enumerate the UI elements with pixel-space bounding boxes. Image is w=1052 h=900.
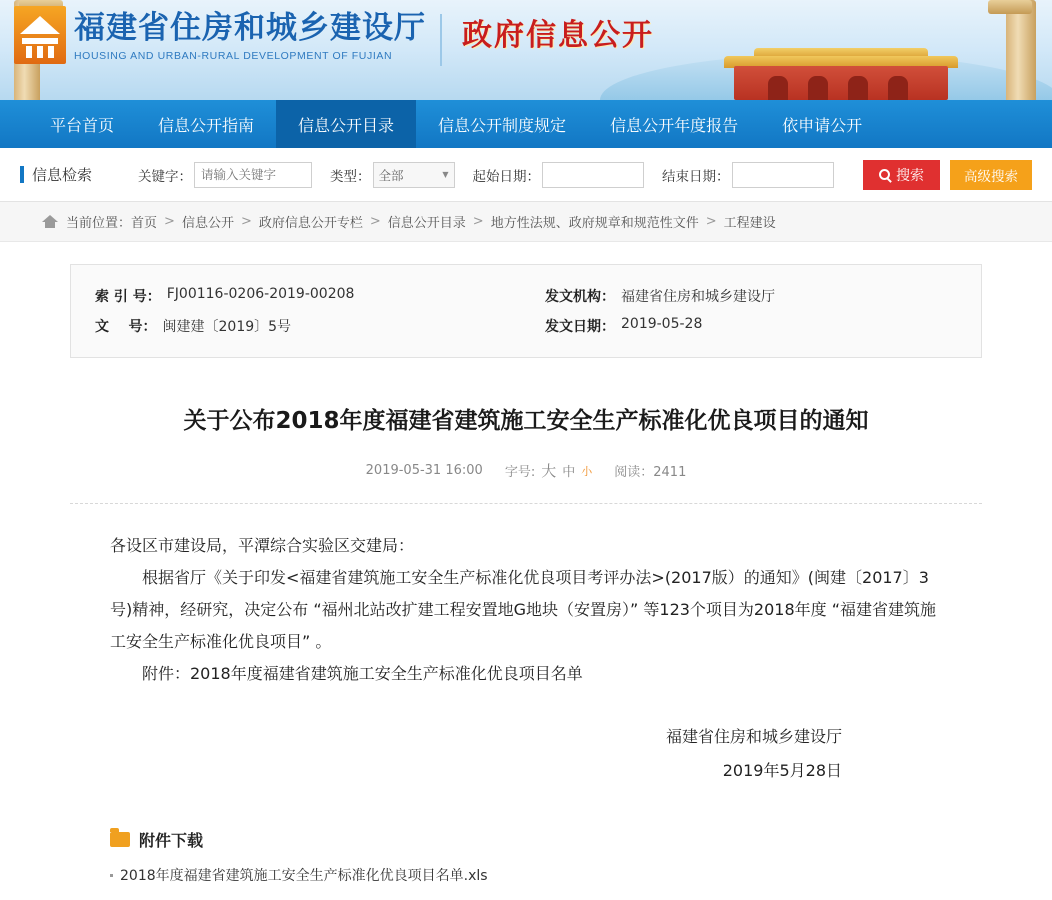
breadcrumb-separator: > xyxy=(369,214,381,229)
site-title-en: HOUSING AND URBAN-RURAL DEVELOPMENT OF FUJIAN xyxy=(74,50,393,62)
attachment-header xyxy=(110,828,942,851)
end-date-label: 结束日期： xyxy=(662,168,730,185)
pillar-right-decoration xyxy=(1006,0,1036,100)
article-paragraph: 附件：2018年度福建省建筑施工安全生产标准化优良项目名单 xyxy=(142,664,583,683)
meta-docno-value: 闽建建〔2019〕5号 xyxy=(162,319,292,335)
type-label: 类型： xyxy=(330,168,371,185)
start-date-field-group xyxy=(473,162,645,188)
breadcrumb-item-4[interactable]: 地方性法规、政府规章和规范性文件 xyxy=(490,216,699,231)
breadcrumb xyxy=(0,202,1052,242)
search-section-title xyxy=(20,164,138,185)
attachment-file-name[interactable]: 2018年度福建省建筑施工安全生产标准化优良项目名单.xls xyxy=(120,868,488,884)
fontsize-medium-button[interactable]: 中 xyxy=(562,465,576,480)
search-input[interactable] xyxy=(194,162,312,188)
breadcrumb-prefix: 当前位置： xyxy=(66,216,132,231)
page-content xyxy=(0,242,1052,885)
building-logo-icon xyxy=(14,6,66,66)
meta-index-number xyxy=(95,286,545,306)
fontsize-label: 字号: xyxy=(504,465,536,480)
nav-item-annual-report[interactable]: 信息公开年度报告 xyxy=(610,115,739,135)
article-submeta xyxy=(70,460,982,481)
search-button[interactable] xyxy=(863,160,940,190)
nav-item-catalog[interactable]: 信息公开目录 xyxy=(276,100,416,148)
type-select-value: 全部 xyxy=(378,167,404,183)
signature-date: 2019年5月28日 xyxy=(722,761,842,780)
breadcrumb-item-1[interactable]: 信息公开 xyxy=(181,216,234,231)
banner-divider xyxy=(440,14,442,66)
breadcrumb-separator: > xyxy=(472,214,484,229)
view-count-value: 2411 xyxy=(653,465,687,480)
chevron-down-icon: ▼ xyxy=(442,170,449,179)
nav-item-home[interactable]: 平台首页 xyxy=(50,115,115,135)
site-banner xyxy=(0,0,1052,100)
article-signature xyxy=(110,720,942,788)
search-title-label: 信息检索 xyxy=(32,166,93,184)
meta-row xyxy=(95,311,957,341)
search-icon xyxy=(879,169,890,180)
nav-item-regulations[interactable]: 信息公开制度规定 xyxy=(438,115,567,135)
breadcrumb-item-2[interactable]: 政府信息公开专栏 xyxy=(258,216,363,231)
bullet-icon xyxy=(110,874,113,877)
list-item[interactable] xyxy=(110,865,942,885)
breadcrumb-item-3[interactable]: 信息公开目录 xyxy=(387,216,466,231)
meta-row xyxy=(95,281,957,311)
site-title-cn: 福建省住房和城乡建设厅 xyxy=(74,10,426,46)
view-count xyxy=(614,461,686,480)
tiananmen-illustration-icon xyxy=(716,38,966,100)
keyword-field-group xyxy=(138,162,312,188)
type-select[interactable] xyxy=(373,162,455,188)
article-body xyxy=(70,504,982,788)
meta-date-value: 2019-05-28 xyxy=(621,316,703,332)
meta-publish-date xyxy=(545,316,702,336)
meta-issuer xyxy=(545,286,775,306)
keyword-label: 关键字： xyxy=(138,168,192,185)
search-bar xyxy=(0,148,1052,202)
breadcrumb-item-5[interactable]: 工程建设 xyxy=(723,216,776,231)
home-icon xyxy=(42,215,58,228)
end-date-input[interactable] xyxy=(732,162,834,188)
breadcrumb-separator: > xyxy=(705,214,717,229)
end-date-field-group xyxy=(662,162,834,188)
breadcrumb-separator: > xyxy=(240,214,252,229)
document-meta-box xyxy=(70,264,982,358)
type-field-group xyxy=(330,162,455,188)
fontsize-large-button[interactable]: 大 xyxy=(541,462,557,480)
nav-item-on-request[interactable]: 依申请公开 xyxy=(782,115,863,135)
page-title: 关于公布2018年度福建省建筑施工安全生产标准化优良项目的通知 xyxy=(183,408,869,434)
article-paragraph: 各设区市建设局，平潭综合实验区交建局： xyxy=(110,536,415,555)
meta-date-label: 发文日期： xyxy=(545,319,615,335)
meta-index-label: 索 引 号： xyxy=(95,289,161,305)
breadcrumb-item-0[interactable]: 首页 xyxy=(131,216,158,231)
banner-subtitle: 政府信息公开 xyxy=(462,18,654,53)
start-date-input[interactable] xyxy=(542,162,644,188)
view-count-label: 阅读： xyxy=(614,465,654,480)
attachment-section xyxy=(70,788,982,885)
site-title xyxy=(74,8,426,62)
publish-time: 2019-05-31 16:00 xyxy=(365,463,483,478)
article-paragraph: 根据省厅《关于印发<福建省建筑施工安全生产标准化优良项目考评办法>(2017版）的通知》(闽建〔2017〕3号)精神，经研究，决定公布 “福州北站改扩建工程安置地G地块（安置房）” 等123个项目为2018年度 “福建省建筑施工安全生产标准化优良项目” 。 xyxy=(110,568,937,651)
nav-item-guide[interactable]: 信息公开指南 xyxy=(158,115,255,135)
fontsize-control xyxy=(505,460,592,481)
signature-organization: 福建省住房和城乡建设厅 xyxy=(665,727,842,746)
start-date-label: 起始日期： xyxy=(472,168,540,185)
meta-docno-label: 文 号： xyxy=(95,319,157,335)
meta-doc-number xyxy=(95,316,545,336)
folder-icon xyxy=(110,832,130,847)
main-navigation xyxy=(0,100,1052,148)
fontsize-small-button[interactable]: 小 xyxy=(581,464,593,478)
search-button-label: 搜索 xyxy=(896,167,924,184)
meta-issuer-label: 发文机构： xyxy=(545,289,615,305)
meta-index-value: FJ00116-0206-2019-00208 xyxy=(166,286,355,302)
advanced-search-button[interactable]: 高级搜索 xyxy=(950,160,1032,190)
attachment-title: 附件下载 xyxy=(139,831,204,850)
meta-issuer-value: 福建省住房和城乡建设厅 xyxy=(621,289,775,305)
search-title-accent xyxy=(20,166,24,183)
breadcrumb-separator: > xyxy=(164,214,175,229)
